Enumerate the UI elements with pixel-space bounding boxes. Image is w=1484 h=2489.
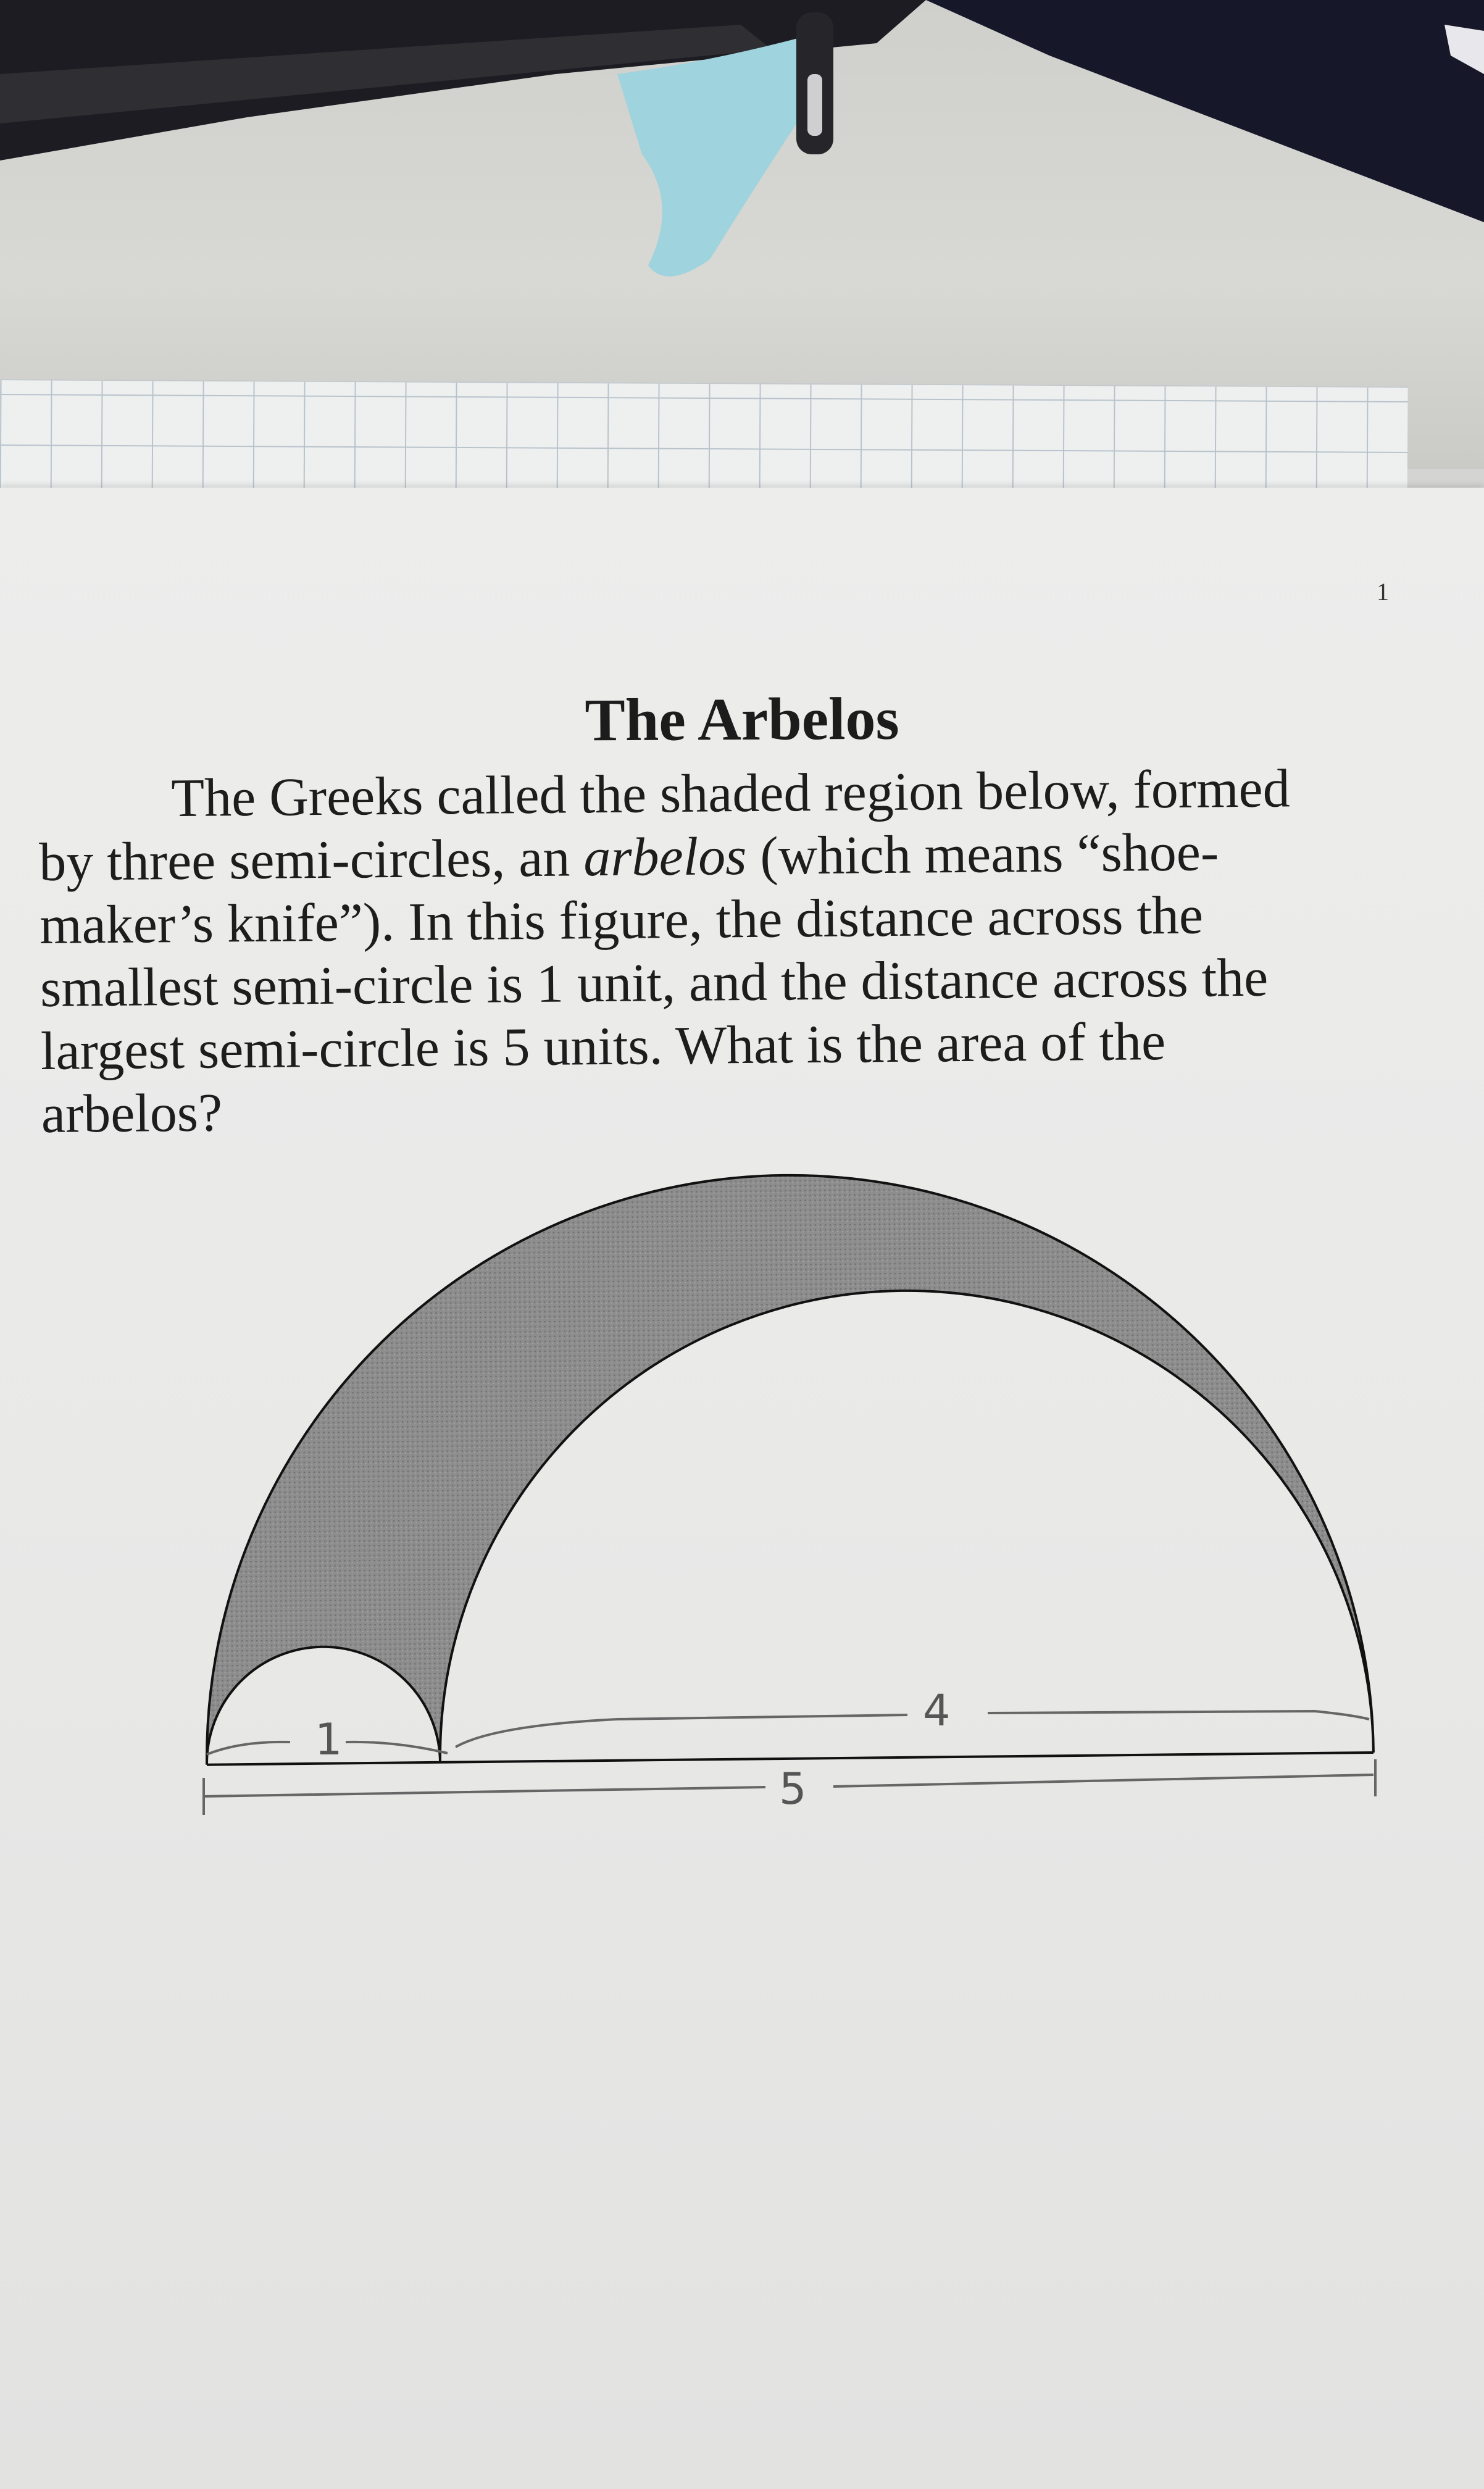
arbelos-italic-term: arbelos: [583, 826, 747, 888]
arbelos-shaded-region: [201, 1169, 1374, 1765]
label-medium-diameter: 4: [923, 1685, 951, 1736]
page-title: The Arbelos: [585, 685, 899, 754]
paragraph-line-6: arbelos?: [41, 1083, 223, 1144]
paragraph-line-2: [39, 819, 1422, 894]
paragraph-line-1: The Greeks called the shaded region below, formed: [171, 759, 1291, 829]
page-number: 1: [1377, 578, 1389, 606]
paragraph-line-2-start: by three semi-circles, an: [38, 828, 584, 893]
problem-paragraph: [38, 756, 1424, 1146]
pencil-bracket-4: [456, 1711, 1369, 1747]
paragraph-line-4: smallest semi-circle is 1 unit, and the distance across the: [40, 948, 1269, 1019]
arbelos-baseline: [207, 1753, 1374, 1765]
pencil-case-image: [0, 0, 1484, 296]
label-large-diameter: 5: [779, 1764, 807, 1814]
paragraph-line-3: maker’s knife”). In this figure, the distance across the: [39, 885, 1204, 956]
paragraph-line-5: largest semi-circle is 5 units. What is the area of the: [40, 1012, 1166, 1082]
arbelos-figure: [0, 1161, 1484, 1877]
label-small-diameter: 1: [315, 1714, 343, 1765]
paragraph-line-2-end: (which means “shoe-: [746, 822, 1219, 886]
